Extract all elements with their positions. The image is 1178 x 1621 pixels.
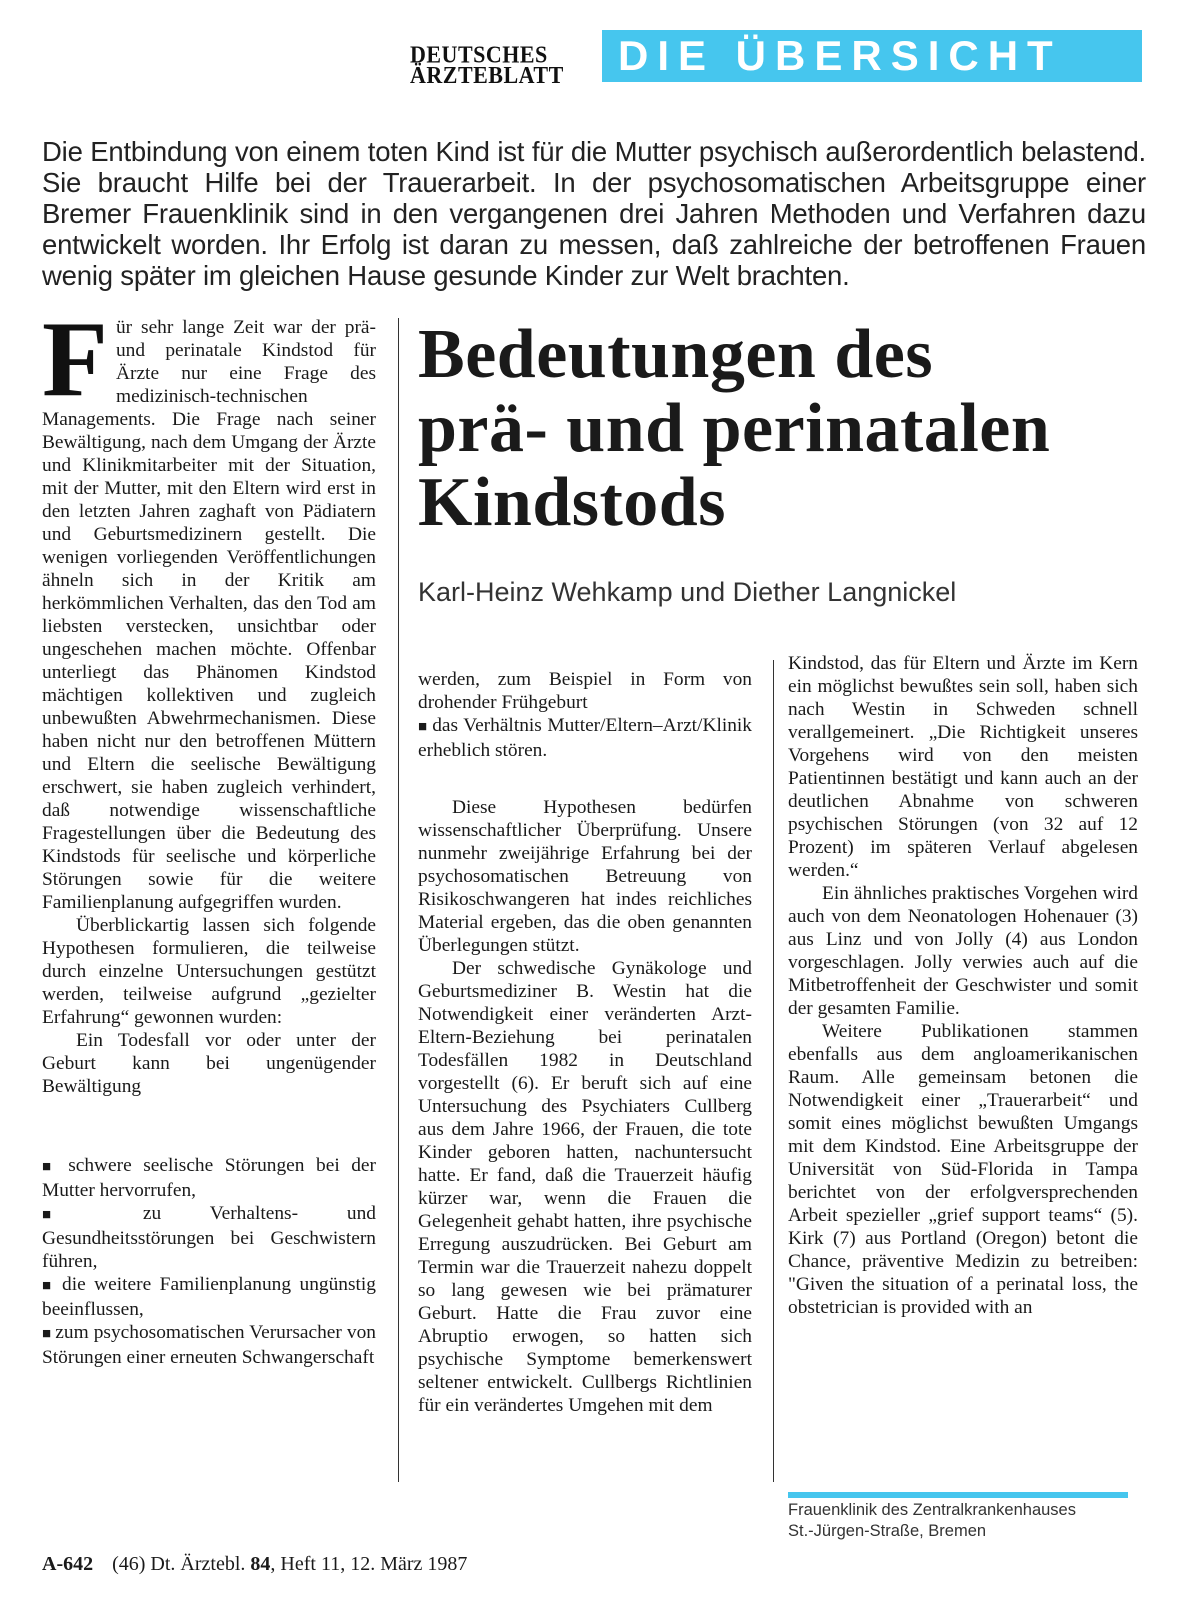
affiliation-line1: Frauenklinik des Zentralkrankenhauses <box>788 1501 1076 1519</box>
affiliation-bar <box>788 1492 1128 1498</box>
paragraph: Ein Todesfall vor oder unter der Geburt kann bei ungenügender Bewältigung <box>42 1030 376 1097</box>
paragraph: Diese Hypothesen bedürfen wissenschaftlicher Überprüfung. Unsere nunmehr zweijährige Erfahrung bei der psychosomatischen Betreuung von Risikoschwangeren hat indes reichliches Material ergeben, das die oben genannten Überlegungen stützt. <box>418 797 752 956</box>
journal-logo-line2: ÄRZTEBLATT <box>410 61 564 89</box>
citation-prefix: (46) Dt. Ärztebl. <box>112 1553 246 1575</box>
paragraph: Kindstod, das für Eltern und Ärzte im Kern ein möglichst bewußtes sein soll, haben sich nach Westin in Schweden schnell verallgemeinert. „Die Richtigkeit unseres Vorgehens wird von den meisten Patientinnen bestätigt und kann auch an der deutlichen Abnahme von schweren psychischen Störungen (von 32 auf 12 Prozent) im späteren Verlauf abgelesen werden.“ <box>788 653 1138 881</box>
article-title-line3: Kindstods <box>418 464 726 541</box>
journal-logo <box>410 40 596 89</box>
affiliation <box>788 1500 1148 1542</box>
bullet-item: ■ das Verhältnis Mutter/Eltern–Arzt/Klinik erheblich stören. <box>418 714 752 762</box>
intro-paragraph <box>42 300 376 914</box>
bullet-item: ■ die weitere Familienplanung ungünstig beeinflussen, <box>42 1273 376 1321</box>
column-divider <box>773 660 774 1482</box>
column-1 <box>42 300 377 1369</box>
paragraph: Weitere Publikationen stammen ebenfalls aus dem angloamerikanischen Raum. Alle gemeinsam betonen die Notwendigkeit einer „Trauerarbeit“ und somit eines möglichst bewußten Umgangs mit dem Kindstod. Eine Arbeitsgruppe der Universität von Süd-Florida in Tampa berichtet von der erfolgversprechenden Arbeit spezieller „grief support teams“ (5). Kirk (7) aus Portland (Oregon) betont die Chance, präventive Medizin zu betreiben: "Given the situation of a perinatal loss, the obstetrician is provided with an <box>788 1021 1138 1318</box>
bullet-item: ■ zu Verhaltens- und Gesundheitsstörungen bei Geschwistern führen, <box>42 1202 376 1273</box>
page-number: A-642 <box>42 1553 94 1575</box>
column-divider <box>398 318 399 1482</box>
paragraph: werden, zum Beispiel in Form von drohender Frühgeburt <box>418 669 752 713</box>
bullet-item: ■ zum psychosomatischen Verursacher von Störungen einer erneuten Schwangerschaft <box>42 1321 376 1369</box>
article-title <box>418 318 1158 540</box>
paragraph: Ein ähnliches praktisches Vorgehen wird auch von dem Neonatologen Hohenauer (3) aus Linz und von Jolly (4) aus London vorgeschlagen. Jolly verwies auch auf die Mitbetroffenheit der Geschwister und somit der gesamten Familie. <box>788 883 1138 1019</box>
citation-suffix: , Heft 11, 12. März 1987 <box>270 1553 468 1575</box>
page-footer <box>42 1552 742 1576</box>
article-authors: Karl-Heinz Wehkamp und Diether Langnickel <box>418 577 957 607</box>
column-2 <box>418 668 752 1417</box>
paragraph: Überblickartig lassen sich folgende Hypothesen formulieren, die teilweise durch einzelne Untersuchungen gestützt werden, teilweise aufgrund „gezielter Erfahrung“ gewonnen wurden: <box>42 915 376 1028</box>
affiliation-line2: St.-Jürgen-Straße, Bremen <box>788 1522 987 1540</box>
bullet-item: ■ schwere seelische Störungen bei der Mutter hervorrufen, <box>42 1154 376 1202</box>
section-banner: DIE ÜBERSICHT <box>602 30 1142 82</box>
journal-logo-line1: DEUTSCHES <box>410 40 548 68</box>
intro-paragraph-text: ür sehr lange Zeit war der prä- und perinatale Kindstod für Ärzte nur eine Frage des medizinisch-technischen Managements. Die Frage nach seiner Bewältigung, nach dem Umgang der Ärzte und Klinikmitarbeiter mit der Situation, mit der Mutter, mit den Eltern wird erst in den letzten Jahren zaghaft von Pädiatern und Geburtsmedizinern gestellt. Die wenigen vorliegenden Veröffentlichungen ähneln sich in der Kritik am herkömmlichen Verhalten, das den Tod am liebsten verstecken, unsichtbar oder ungeschehen machen möchte. Offenbar unterliegt das Phänomen Kindstod mächtigen kollektiven und zugleich unbewußten Abwehrmechanismen. Diese haben nicht nur den betroffenen Müttern und Eltern die seelische Bewältigung erschwert, sie haben zugleich verhindert, daß notwendige wissenschaftliche Fragestellungen über die Bedeutung des Kindstods für seelische und körperliche Störungen sowie für die weitere Familienplanung aufgegriffen wurden. <box>42 317 376 913</box>
lead-paragraph: Die Entbindung von einem toten Kind ist für die Mutter psychisch außerordentlich belastend. Sie braucht Hilfe bei der Trauerarbeit. In der psychosomatischen Arbeitsgruppe einer Bremer Frauenklinik sind in den vergangenen drei Jahren Methoden und Verfahren dazu entwickelt worden. Ihr Erfolg ist daran zu messen, daß zahlreiche der betroffenen Frauen wenig später im gleichen Hause gesunde Kinder zur Welt brachten. <box>42 136 1146 291</box>
article-title-line1: Bedeutungen des <box>418 316 934 393</box>
drop-cap: F <box>42 300 108 419</box>
paragraph: Der schwedische Gynäkologe und Geburtsmediziner B. Westin hat die Notwendigkeit einer veränderten Arzt-Eltern-Beziehung bei perinatalen Todesfällen 1982 in Deutschland vorgestellt (6). Er beruft sich auf eine Untersuchung des Psychiaters Cullberg aus dem Jahre 1966, der Frauen, die tote Kinder geboren hatten, nachuntersucht hatte. Er fand, daß die Trauerzeit häufig kürzer war, wenn die Frauen die Gelegenheit gehabt hatten, ihre psychische Erregung auszudrücken. Bei Geburt am Termin war die Trauerzeit nahezu doppelt so lang gewesen wie bei prämaturer Geburt. Hatte die Frau zuvor eine Abruptio erwogen, so hatten sich psychische Symptome bemerkenswert seltener entwickelt. Cullbergs Richtlinien für ein verändertes Umgehen mit dem <box>418 958 752 1416</box>
citation-volume: 84 <box>250 1553 271 1575</box>
article-title-line2: prä- und perinatalen <box>418 390 1051 467</box>
column-3 <box>788 652 1138 1319</box>
